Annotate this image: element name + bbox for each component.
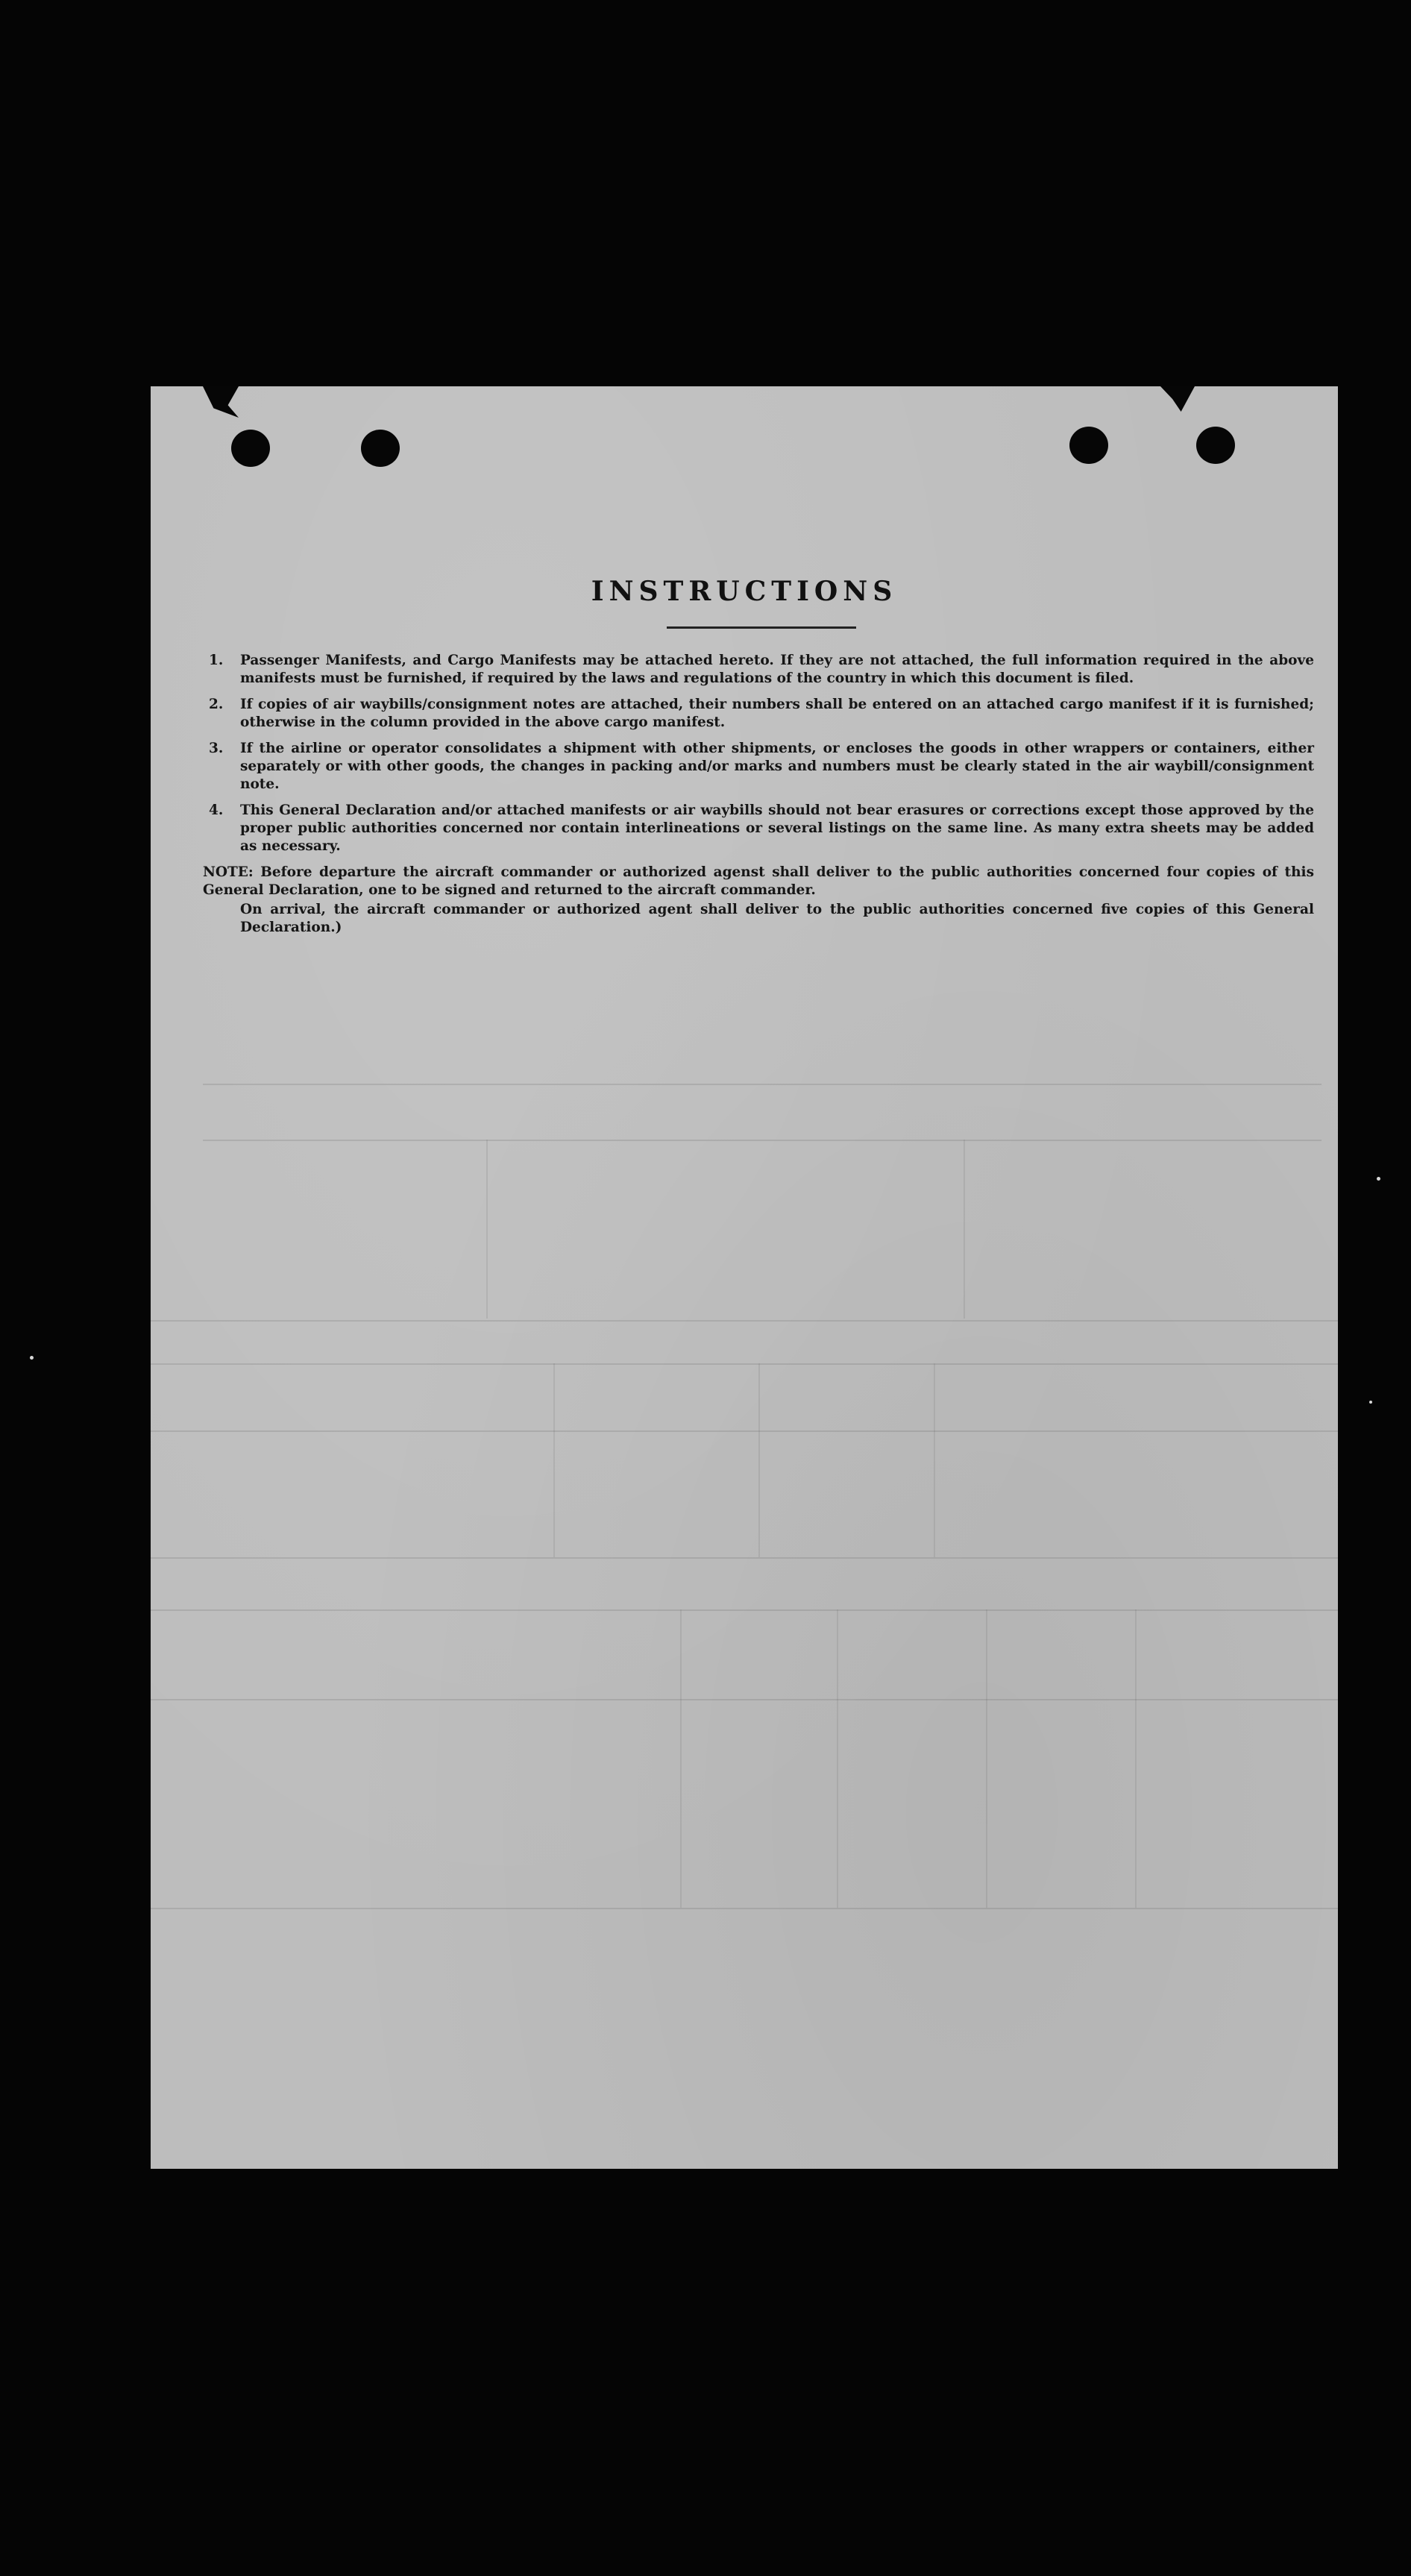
ghost-column [680, 1609, 682, 1908]
ghost-rule [151, 1699, 1338, 1700]
instruction-item [203, 652, 1314, 688]
instruction-number: 2. [209, 697, 224, 712]
torn-corner-right [1160, 386, 1195, 412]
ghost-rule [151, 1609, 1338, 1611]
scan-speck [1369, 1401, 1372, 1404]
punch-hole-left-outer [231, 430, 270, 467]
ghost-rule [151, 1557, 1338, 1559]
ghost-column [837, 1609, 838, 1908]
instruction-number: 3. [209, 741, 224, 756]
ghost-column [986, 1609, 987, 1908]
ghost-rule [151, 1363, 1338, 1365]
ghost-column [486, 1140, 488, 1319]
punch-hole-right-inner [1069, 427, 1108, 464]
ghost-rule [203, 1084, 1322, 1085]
torn-corner-left [203, 386, 239, 418]
scan-speck [1377, 1177, 1380, 1181]
note-departure [203, 864, 1314, 899]
instruction-text: Passenger Manifests, and Cargo Manifests may be attached hereto. If they are not attached, the full information required in the above manifests must be furnished, if required by the laws and regulations of the country in which this document is filed. [240, 653, 1314, 686]
title-underline [667, 626, 856, 629]
instruction-text: If copies of air waybills/consignment notes are attached, their numbers shall be entered on an attached cargo manifest if it is furnished; otherwise in the column provided in the above cargo manifest. [240, 697, 1314, 730]
instruction-item [203, 696, 1314, 732]
instruction-number: 4. [209, 802, 224, 818]
instruction-text: This General Declaration and/or attached manifests or air waybills should not bear erasures or corrections except those approved by the proper public authorities concerned nor contain interlineations or several listings on the same line. As many extra sheets may be added as necessary. [240, 802, 1314, 854]
instruction-item [203, 740, 1314, 794]
punch-hole-left-inner [361, 430, 400, 467]
ghost-rule [151, 1320, 1338, 1322]
instruction-text: If the airline or operator consolidates a shipment with other shipments, or encloses the goods in other wrappers or containers, either separately or with other goods, the changes in packing and/or marks and numbers must be clearly stated in the air waybill/consignment note. [240, 741, 1314, 792]
ghost-column [758, 1363, 760, 1557]
ghost-column [934, 1363, 935, 1557]
ghost-column [964, 1140, 965, 1319]
instruction-item [203, 802, 1314, 855]
note-label: NOTE: [203, 864, 254, 880]
note-departure-text: Before departure the aircraft commander or authorized agenst shall deliver to the public authorities concerned four copies of this General Declaration, one to be signed and returned to the aircraft commander. [203, 864, 1314, 898]
scan-speck [30, 1356, 34, 1360]
ghost-rule [203, 1140, 1322, 1141]
ghost-rule [151, 1908, 1338, 1909]
note-block [203, 864, 1314, 937]
punch-hole-right-outer [1196, 427, 1235, 464]
document-sheet [151, 386, 1338, 2169]
note-arrival-text: On arrival, the aircraft commander or authorized agent shall deliver to the public authorities concerned five copies of this General Declaration.) [240, 902, 1314, 935]
page-title: INSTRUCTIONS [591, 576, 898, 607]
instruction-number: 1. [209, 653, 224, 668]
ghost-rule [151, 1430, 1338, 1432]
ghost-column [1135, 1609, 1137, 1908]
ghost-column [553, 1363, 555, 1557]
instructions-list [203, 652, 1314, 937]
